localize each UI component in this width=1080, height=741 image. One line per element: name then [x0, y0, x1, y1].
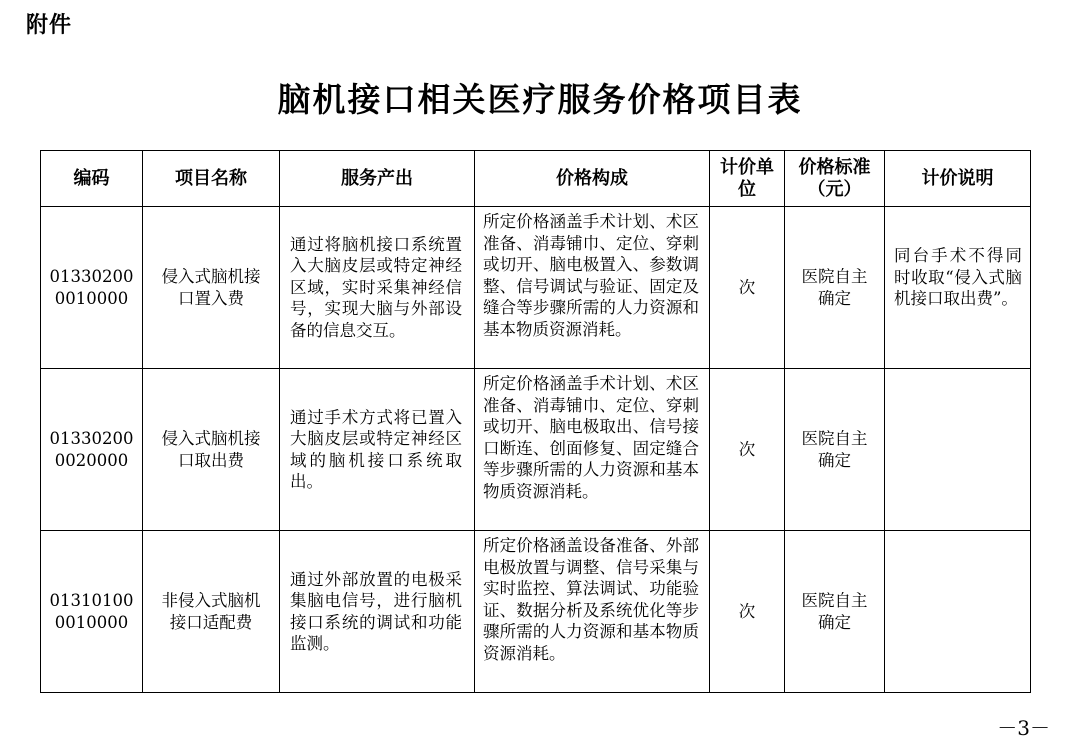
cell-note-text: 同台手术不得同时收取“侵入式脑机接口取出费”。 [894, 246, 1022, 308]
table-header-row [41, 151, 1031, 207]
page-number: －3－ [997, 716, 1050, 740]
table-row [41, 531, 1031, 693]
header-name: 项目名称 [143, 151, 280, 207]
page-title: 脑机接口相关医疗服务价格项目表 [277, 80, 803, 119]
cell-composition: 所定价格涵盖手术计划、术区准备、消毒铺巾、定位、穿刺或切开、脑电极置入、参数调整、信号调试与验证、固定及缝合等步骤所需的人力资源和基本物质资源消耗。 [475, 207, 710, 369]
cell-unit: 次 [710, 207, 785, 369]
cell-unit: 次 [710, 369, 785, 531]
cell-note [885, 531, 1031, 693]
cell-composition: 所定价格涵盖设备准备、外部电极放置与调整、信号采集与实时监控、算法调试、功能验证、数据分析及系统优化等步骤所需的人力资源和基本物质资源消耗。 [475, 531, 710, 693]
header-code: 编码 [41, 151, 143, 207]
header-unit: 计价单位 [710, 151, 785, 207]
cell-price: 医院自主确定 [785, 207, 885, 369]
cell-output: 通过将脑机接口系统置入大脑皮层或特定神经区域，实时采集神经信号，实现大脑与外部设备的信息交互。 [280, 207, 475, 369]
table-row [41, 369, 1031, 531]
cell-composition: 所定价格涵盖手术计划、术区准备、消毒铺巾、定位、穿刺或切开、脑电极取出、信号接口断连、创面修复、固定缝合等步骤所需的人力资源和基本物质资源消耗。 [475, 369, 710, 531]
cell-price: 医院自主确定 [785, 531, 885, 693]
cell-unit: 次 [710, 531, 785, 693]
cell-code: 01310100 0010000 [41, 531, 143, 693]
cell-note [885, 207, 1031, 369]
cell-name: 侵入式脑机接口取出费 [143, 369, 280, 531]
cell-output: 通过手术方式将已置入大脑皮层或特定神经区域的脑机接口系统取出。 [280, 369, 475, 531]
header-composition: 价格构成 [475, 151, 710, 207]
cell-note [885, 369, 1031, 531]
table-row [41, 207, 1031, 369]
cell-code: 01330200 0020000 [41, 369, 143, 531]
cell-code: 01330200 0010000 [41, 207, 143, 369]
cell-name: 非侵入式脑机接口适配费 [143, 531, 280, 693]
cell-output: 通过外部放置的电极采集脑电信号，进行脑机接口系统的调试和功能监测。 [280, 531, 475, 693]
header-output: 服务产出 [280, 151, 475, 207]
attachment-label: 附件 [26, 13, 73, 38]
cell-name: 侵入式脑机接口置入费 [143, 207, 280, 369]
header-note: 计价说明 [885, 151, 1031, 207]
cell-price: 医院自主确定 [785, 369, 885, 531]
header-price: 价格标准（元） [785, 151, 885, 207]
price-table [40, 150, 1031, 693]
